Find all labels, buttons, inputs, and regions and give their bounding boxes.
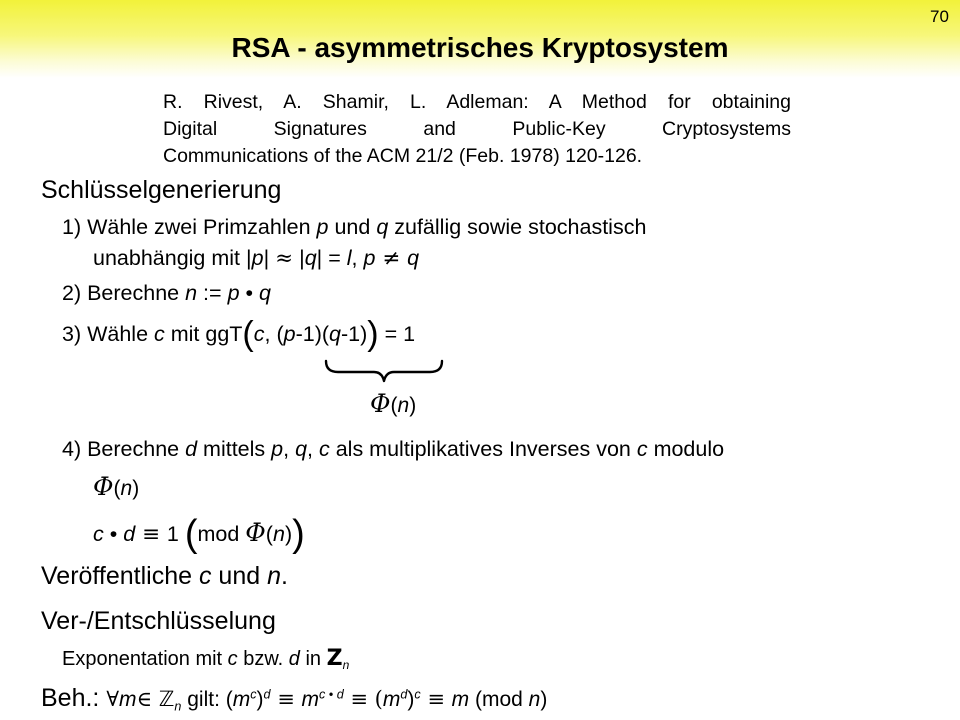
reference-line-2: Digital Signatures and Public-Key Cryptosystems bbox=[163, 118, 791, 140]
approx-symbol: ≈ bbox=[275, 246, 294, 271]
page-number: 70 bbox=[930, 7, 949, 26]
element-of-symbol: ∈ bbox=[136, 687, 159, 711]
paren-close: ) bbox=[367, 315, 379, 353]
var-n: n bbox=[185, 281, 198, 305]
text: und bbox=[211, 562, 268, 590]
keygen-heading: Schlüsselgenerierung bbox=[41, 176, 282, 204]
var-d: d bbox=[400, 687, 408, 702]
var-n: n bbox=[272, 522, 285, 546]
var-q: q bbox=[376, 215, 389, 239]
var-q: q bbox=[295, 437, 308, 461]
var-d: d bbox=[263, 687, 271, 702]
neq-symbol: ≠ bbox=[375, 246, 408, 271]
reference-line-3: Communications of the ACM 21/2 (Feb. 1978) 120-126. bbox=[163, 145, 643, 167]
var-p: p bbox=[251, 246, 264, 270]
text: Exponentation mit bbox=[62, 648, 228, 670]
text: (mod bbox=[469, 688, 529, 711]
var-p: p bbox=[271, 437, 284, 461]
var-c: c bbox=[319, 437, 330, 461]
text: | = bbox=[316, 246, 347, 270]
var-c: c bbox=[198, 562, 212, 590]
phi-symbol: Φ bbox=[93, 472, 114, 501]
equiv-symbol: ≡ ( bbox=[343, 687, 383, 711]
forall-symbol: ∀ bbox=[106, 687, 120, 711]
text: mittels bbox=[197, 437, 272, 461]
publish-line bbox=[41, 562, 288, 591]
text: gilt: ( bbox=[181, 688, 233, 711]
var-n: n bbox=[528, 688, 541, 711]
text: unabhängig mit | bbox=[93, 246, 252, 270]
var-c: c bbox=[154, 322, 165, 346]
text: • bbox=[103, 522, 124, 546]
var-d: d bbox=[185, 437, 198, 461]
text: , bbox=[351, 246, 364, 270]
text: -1)( bbox=[295, 322, 330, 346]
var-d: d bbox=[123, 522, 136, 546]
var-c: c bbox=[636, 437, 648, 461]
var-q: q bbox=[407, 246, 420, 270]
equiv-symbol: ≡ bbox=[420, 687, 452, 711]
step-3 bbox=[62, 315, 416, 353]
var-m: m bbox=[119, 688, 137, 711]
text: Veröffentliche bbox=[41, 562, 199, 590]
text: bzw. bbox=[237, 648, 289, 670]
text: ( bbox=[390, 394, 398, 417]
slide-title: RSA - asymmetrisches Kryptosystem bbox=[231, 32, 729, 63]
var-d: d bbox=[288, 648, 300, 670]
var-c: c bbox=[253, 322, 265, 346]
text: in bbox=[299, 648, 327, 670]
step-1-line-2 bbox=[93, 246, 419, 271]
var-c: c bbox=[414, 687, 421, 702]
ring-z: ℤ bbox=[158, 687, 175, 711]
text: | bbox=[263, 246, 276, 270]
equiv-symbol: ≡ bbox=[270, 687, 302, 711]
paren-open: ( bbox=[184, 513, 198, 555]
text: 1 bbox=[166, 522, 185, 546]
text: 1) Wähle zwei Primzahlen bbox=[62, 215, 317, 239]
text: , ( bbox=[264, 322, 284, 346]
var-c: c bbox=[93, 522, 104, 546]
text: 3) Wähle bbox=[62, 322, 155, 346]
text: -1) bbox=[340, 322, 368, 346]
step-4-congruence bbox=[93, 513, 305, 555]
text: . bbox=[281, 562, 288, 590]
text: = 1 bbox=[378, 322, 416, 346]
text: mit ggT bbox=[164, 322, 243, 346]
reference-line-1: R. Rivest, A. Shamir, L. Adleman: A Method for obtaining bbox=[163, 91, 791, 113]
text: ) bbox=[284, 522, 293, 546]
text: ) bbox=[540, 688, 548, 711]
claim-line bbox=[41, 684, 547, 713]
var-p: p bbox=[227, 281, 240, 305]
equiv-symbol: ≡ bbox=[135, 522, 167, 547]
var-q: q bbox=[259, 281, 271, 305]
text: mod bbox=[197, 522, 246, 546]
var-n: n bbox=[267, 562, 281, 590]
var-n: n bbox=[174, 699, 182, 714]
text: ) bbox=[409, 394, 417, 417]
text: ) bbox=[407, 688, 415, 711]
text: 4) Berechne bbox=[62, 437, 186, 461]
text: | bbox=[293, 246, 305, 270]
text: • bbox=[239, 281, 260, 305]
step-4-phi bbox=[93, 472, 139, 501]
var-m: m bbox=[451, 688, 470, 711]
phi-of-n-label bbox=[370, 389, 416, 418]
encdec-heading: Ver-/Entschlüsselung bbox=[41, 607, 276, 635]
step-2 bbox=[62, 281, 271, 306]
var-m: m bbox=[301, 688, 320, 711]
var-q: q bbox=[329, 322, 341, 346]
text: ) bbox=[132, 477, 140, 500]
text: , bbox=[283, 437, 296, 461]
text: := bbox=[197, 281, 228, 305]
text: ( bbox=[113, 477, 121, 500]
text: ( bbox=[265, 522, 273, 546]
var-p: p bbox=[316, 215, 329, 239]
underbrace-icon bbox=[324, 359, 444, 383]
text: ) bbox=[256, 688, 264, 711]
exponentiation-line bbox=[62, 646, 349, 671]
paren-close: ) bbox=[292, 513, 305, 555]
var-p: p bbox=[283, 322, 296, 346]
text: 2) Berechne bbox=[62, 281, 186, 305]
text: als multiplikatives Inverses von bbox=[329, 437, 637, 461]
var-n: n bbox=[397, 394, 410, 417]
step-1-line-1 bbox=[62, 215, 646, 240]
var-m: m bbox=[232, 688, 251, 711]
ring-z: Z bbox=[326, 646, 343, 671]
var-p: p bbox=[363, 246, 376, 270]
paren-open: ( bbox=[242, 315, 254, 353]
reference-citation bbox=[163, 89, 791, 170]
text: und bbox=[328, 215, 377, 239]
var-n: n bbox=[120, 477, 133, 500]
var-c: c bbox=[250, 687, 257, 702]
var-n: n bbox=[342, 658, 350, 673]
phi-symbol: Φ bbox=[245, 518, 266, 547]
phi-symbol: Φ bbox=[370, 389, 391, 418]
text: zufällig sowie stochastisch bbox=[388, 215, 647, 239]
var-m: m bbox=[382, 688, 401, 711]
var-q: q bbox=[304, 246, 317, 270]
step-4-line-1 bbox=[62, 437, 724, 462]
var-c: c bbox=[227, 648, 238, 670]
exponent-cd: c • d bbox=[319, 687, 344, 702]
text: , bbox=[307, 437, 319, 461]
claim-label: Beh.: bbox=[41, 684, 107, 712]
var-l: l bbox=[346, 246, 352, 270]
text: modulo bbox=[647, 437, 725, 461]
